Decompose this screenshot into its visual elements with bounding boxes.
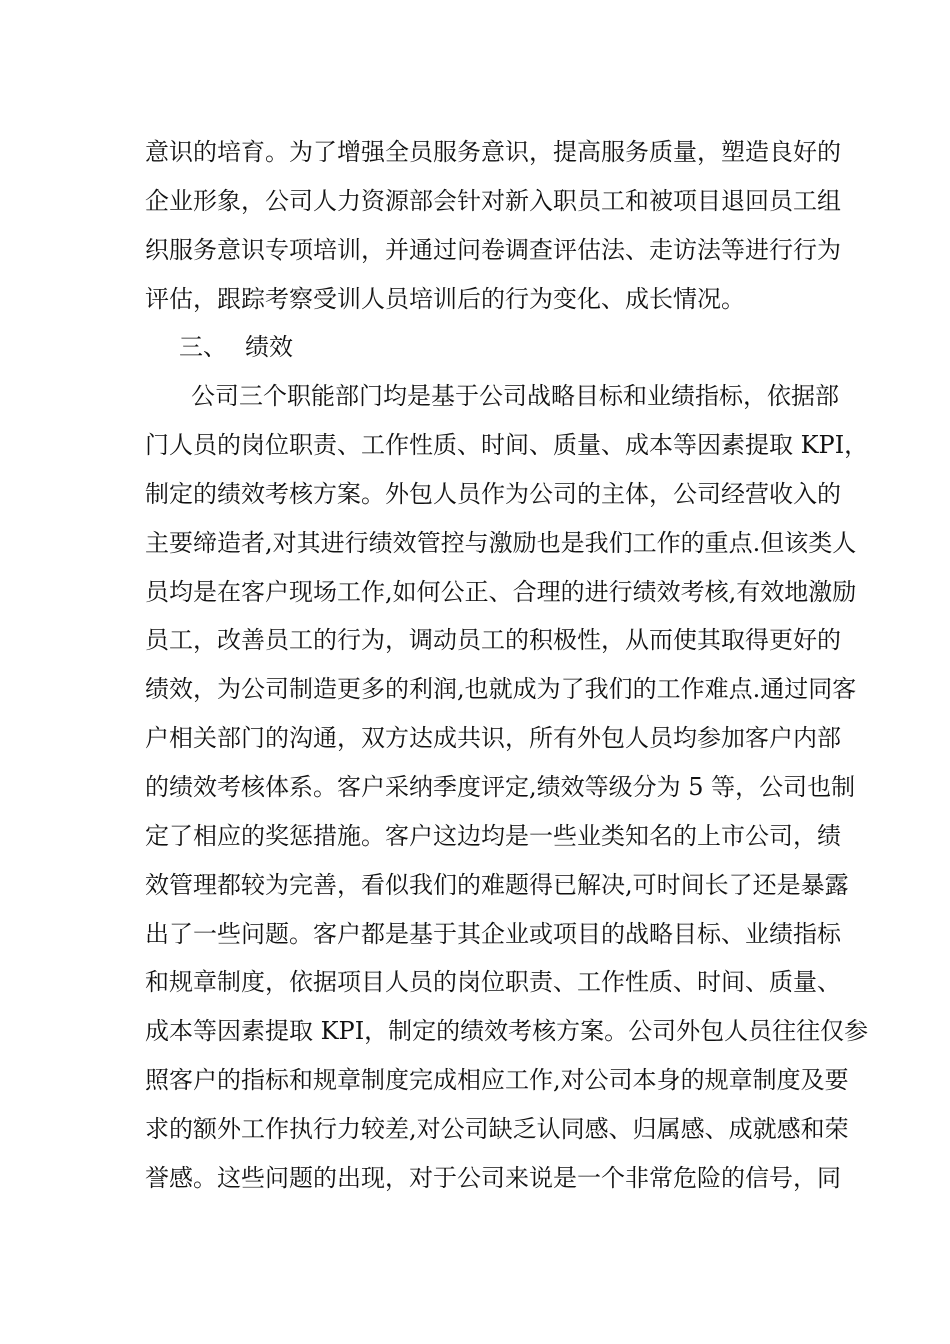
paragraph-line: 定了相应的奖惩措施。客户这边均是一些业类知名的上市公司，绩	[145, 821, 841, 850]
paragraph-line: 出了一些问题。客户都是基于其企业或项目的战略目标、业绩指标	[145, 919, 841, 948]
paragraph-line: 公司三个职能部门均是基于公司战略目标和业绩指标，依据部	[191, 382, 839, 411]
paragraph-line: 评估，跟踪考察受训人员培训后的行为变化、成长情况。	[145, 284, 745, 313]
paragraph-line: 的绩效考核体系。客户采纳季度评定,绩效等级分为 5 等，公司也制	[145, 772, 856, 801]
paragraph-line: 绩效，为公司制造更多的利润,也就成为了我们的工作难点.通过同客	[145, 675, 857, 704]
paragraph-line: 成本等因素提取 KPI，制定的绩效考核方案。公司外包人员往往仅参	[145, 1017, 869, 1046]
paragraph-line: 企业形象，公司人力资源部会针对新入职员工和被项目退回员工组	[145, 186, 841, 215]
section-title: 绩效	[245, 333, 293, 362]
paragraph-line: 员均是在客户现场工作,如何公正、合理的进行绩效考核,有效地激励	[145, 577, 857, 606]
paragraph-line: 员工，改善员工的行为，调动员工的积极性，从而使其取得更好的	[145, 626, 841, 655]
paragraph-line: 织服务意识专项培训，并通过问卷调查评估法、走访法等进行行为	[145, 235, 841, 264]
paragraph-line: 誉感。这些问题的出现，对于公司来说是一个非常危险的信号，同	[145, 1163, 841, 1192]
section-heading	[145, 323, 809, 372]
document-body	[145, 128, 869, 1203]
paragraph-line: 求的额外工作执行力较差,对公司缺乏认同感、归属感、成就感和荣	[145, 1114, 849, 1143]
paragraph-line: 效管理都较为完善，看似我们的难题得已解决,可时间长了还是暴露	[145, 870, 849, 899]
paragraph-line: 和规章制度，依据项目人员的岗位职责、工作性质、时间、质量、	[145, 968, 841, 997]
paragraph-line: 制定的绩效考核方案。外包人员作为公司的主体，公司经营收入的	[145, 479, 841, 508]
paragraph-line: 意识的培育。为了增强全员服务意识，提高服务质量，塑造良好的	[145, 138, 841, 166]
paragraph-line: 主要缔造者,对其进行绩效管控与激励也是我们工作的重点.但该类人	[145, 528, 857, 557]
section-number: 三、	[179, 333, 227, 362]
paragraph-line: 户相关部门的沟通，双方达成共识，所有外包人员均参加客户内部	[145, 724, 841, 753]
paragraph-line: 门人员的岗位职责、工作性质、时间、质量、成本等因素提取 KPI，	[145, 431, 869, 460]
paragraph-line: 照客户的指标和规章制度完成相应工作,对公司本身的规章制度及要	[145, 1066, 849, 1095]
